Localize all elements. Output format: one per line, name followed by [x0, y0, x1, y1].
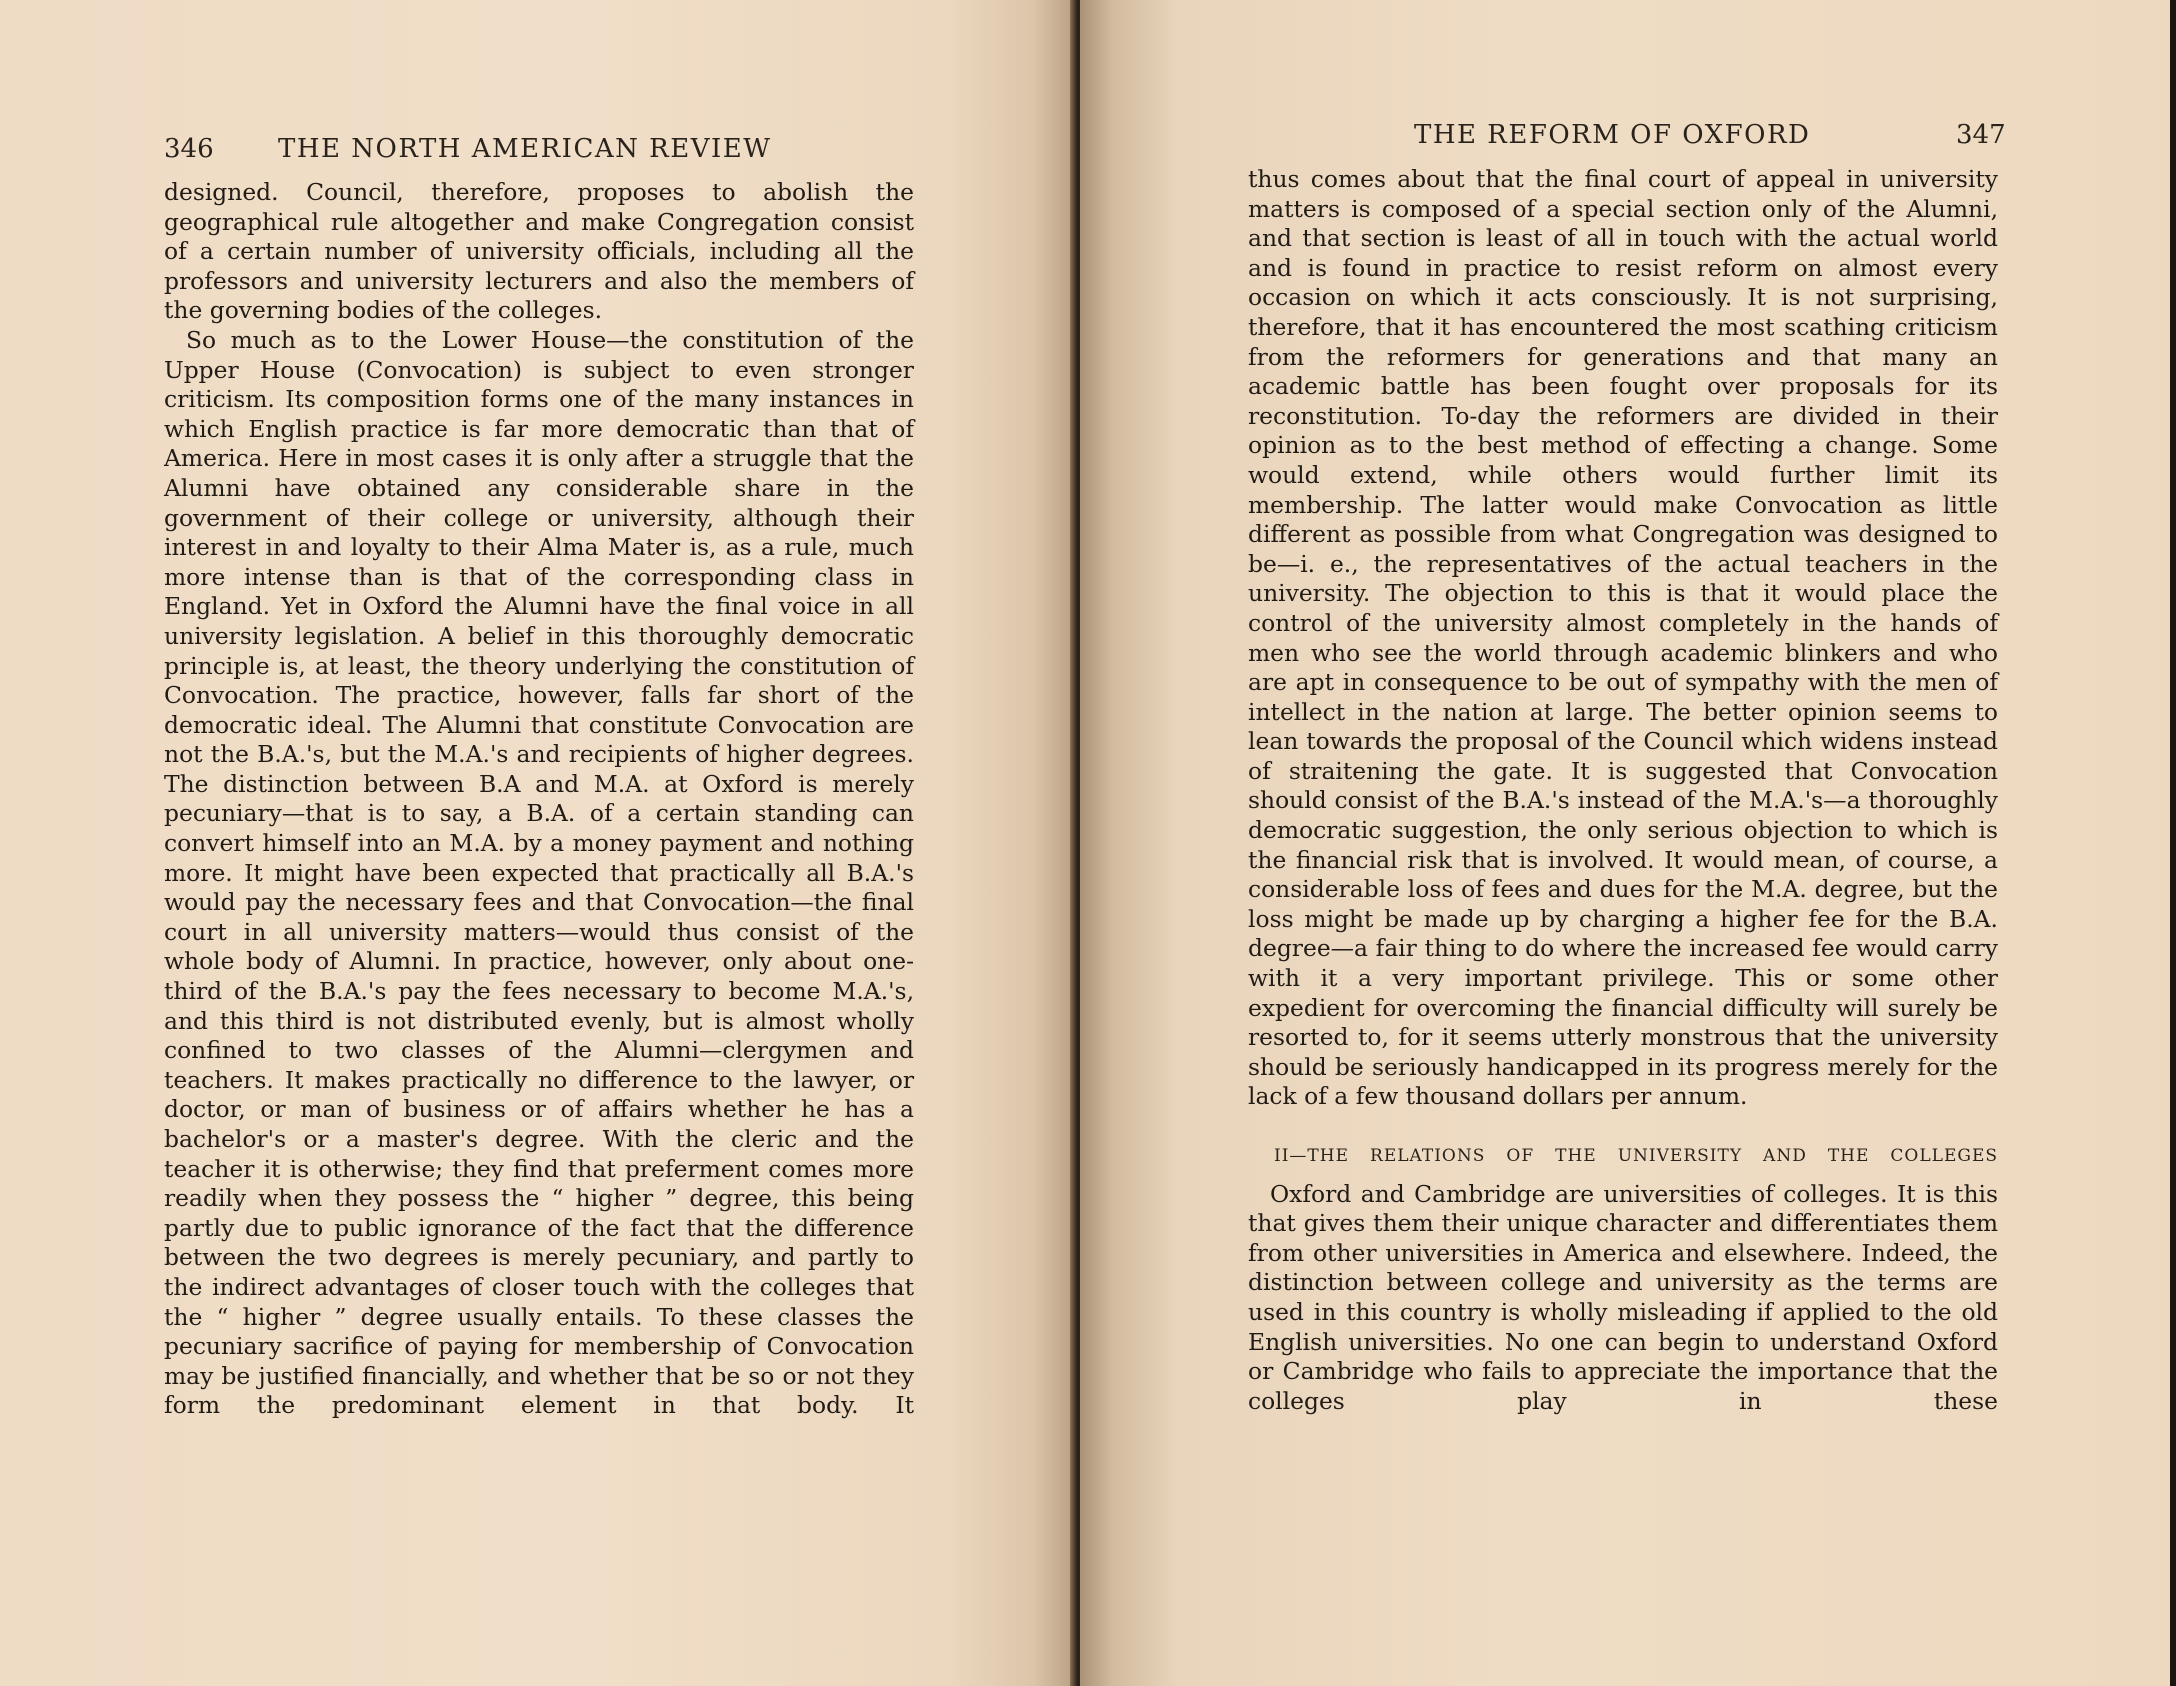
paragraph: Oxford and Cambridge are universities of colleges. It is this that gives them their unique character and differentiates them from other universities in America and elsewhere. Indeed, the distinction between college and university as the terms are used in this country is wholly misleading if applied to the old English universities. No one can begin to understand Oxford or Cambridge who fails to appreciate the importance that the colleges play in these [1248, 1179, 1998, 1415]
paragraph: designed. Council, therefore, proposes to abolish the geographical rule altogether and make Congregation consist of a certain number of university officials, including all the professors and university lecturers and also the members of the governing bodies of the colleges. [164, 178, 914, 325]
running-head-left: THE NORTH AMERICAN REVIEW [278, 134, 772, 164]
section-heading: II—THE RELATIONS OF THE UNIVERSITY AND THE COLLEGES [1274, 1146, 1998, 1166]
left-column [164, 178, 914, 1421]
running-head-right: THE REFORM OF OXFORD [1414, 120, 1811, 150]
page-number-left: 346 [164, 134, 214, 164]
right-page [1080, 0, 2176, 1686]
page-number-right: 347 [1956, 120, 2006, 150]
paragraph: thus comes about that the final court of appeal in university matters is composed of a special section only of the Alumni, and that section is least of all in touch with the actual world and is found in practice to resist reform on almost every occasion on which it acts consciously. It is not surprising, therefore, that it has encountered the most scathing criticism from the reformers for generations and that many an academic battle has been fought over proposals for its reconstitution. To-day the reformers are divided in their opinion as to the best method of effecting a change. Some would extend, while others would further limit its membership. The latter would make Convocation as little different as possible from what Congregation was designed to be—i. e., the representatives of the actual teachers in the university. The objection to this is that it would place the control of the university almost completely in the hands of men who see the world through academic blinkers and who are apt in consequence to be out of sympathy with the men of intellect in the nation at large. The better opinion seems to lean towards the proposal of the Council which widens instead of straitening the gate. It is suggested that Convocation should consist of the B.A.'s instead of the M.A.'s—a thoroughly democratic suggestion, the only serious objection to which is the financial risk that is involved. It would mean, of course, a considerable loss of fees and dues for the M.A. degree, but the loss might be made up by charging a higher fee for the B.A. degree—a fair thing to do where the increased fee would carry with it a very important privilege. This or some other expedient for overcoming the financial difficulty will surely be resorted to, for it seems utterly monstrous that the university should be seriously handicapped in its progress merely for the lack of a few thousand dollars per annum. [1248, 165, 1998, 1111]
left-page [0, 0, 1076, 1686]
paragraph: So much as to the Lower House—the constitution of the Upper House (Convocation) is subject to even stronger criticism. Its composition forms one of the many instances in which English practice is far more democratic than that of America. Here in most cases it is only after a struggle that the Alumni have obtained any considerable share in the government of their college or university, although their interest in and loyalty to their Alma Mater is, as a rule, much more intense than is that of the corresponding class in England. Yet in Oxford the Alumni have the final voice in all university legislation. A belief in this thoroughly democratic principle is, at least, the theory underlying the constitution of Convocation. The practice, however, falls far short of the democratic ideal. The Alumni that constitute Convocation are not the B.A.'s, but the M.A.'s and recipients of higher degrees. The distinction between B.A and M.A. at Oxford is merely pecuniary—that is to say, a B.A. of a certain standing can convert himself into an M.A. by a money payment and nothing more. It might have been expected that practically all B.A.'s would pay the necessary fees and that Convocation—the final court in all university matters—would thus consist of the whole body of Alumni. In practice, however, only about one-third of the B.A.'s pay the fees necessary to become M.A.'s, and this third is not distributed evenly, but is almost wholly confined to two classes of the Alumni—clergymen and teachers. It makes practically no difference to the lawyer, or doctor, or man of business or of affairs whether he has a bachelor's or a master's degree. With the cleric and the teacher it is otherwise; they find that preferment comes more readily when they possess the “ higher ” degree, this being partly due to public ignorance of the fact that the difference between the two degrees is merely pecuniary, and partly to the indirect advantages of closer touch with the colleges that the “ higher ” degree usually entails. To these classes the pecuniary sacrifice of paying for membership of Convocation may be justified financially, and whether that be so or not they form the predominant element in that body. It [164, 325, 914, 1420]
page-edge [2170, 0, 2176, 1686]
right-column [1248, 165, 1998, 1416]
